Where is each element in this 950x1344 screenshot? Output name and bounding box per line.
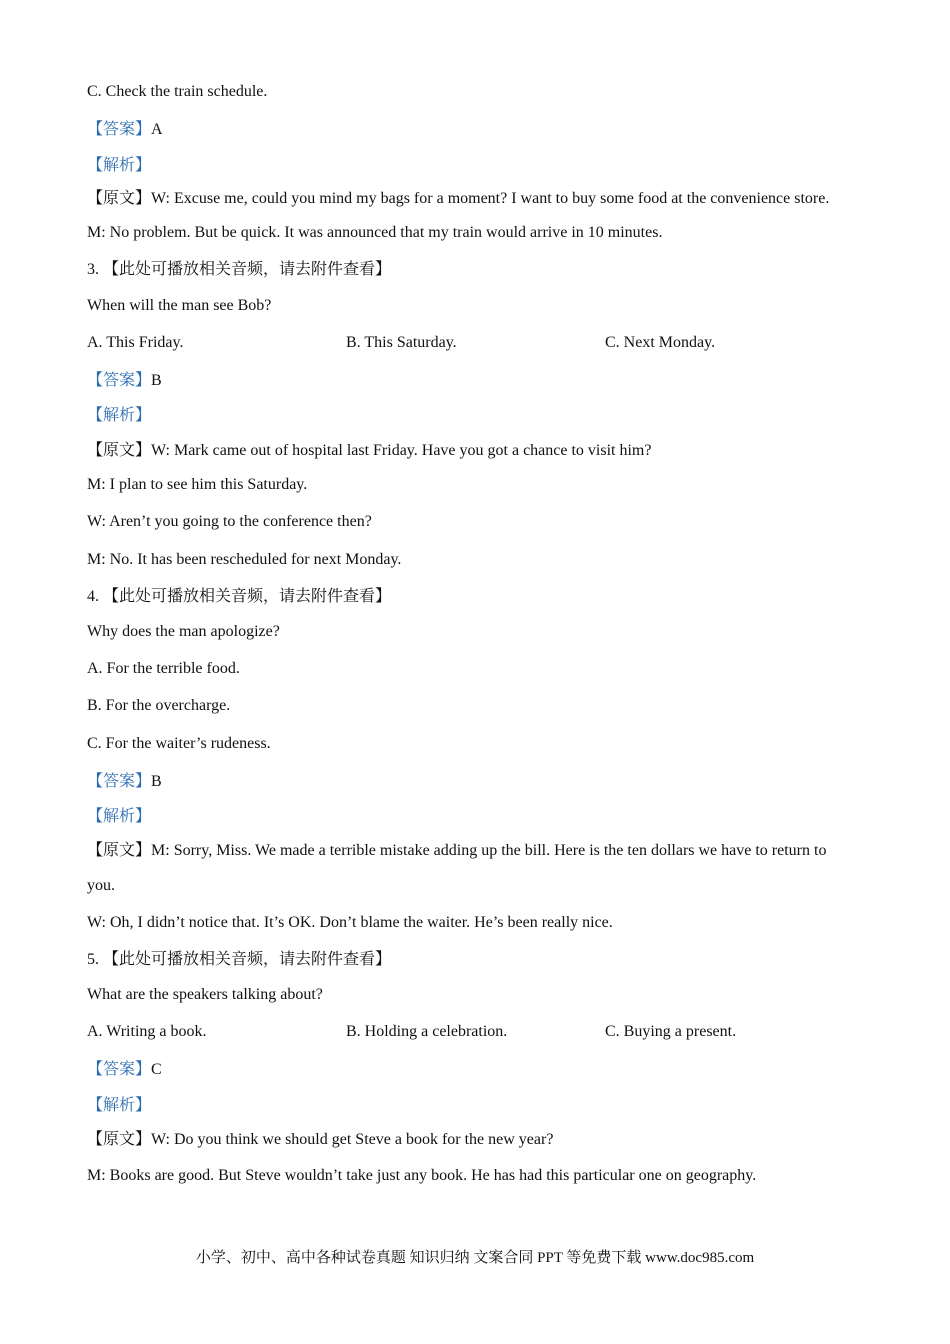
q2-analysis-tag: 【解析】 — [87, 157, 152, 174]
q5-option-c: C. Buying a present. — [605, 1023, 737, 1040]
q3-option-c: C. Next Monday. — [605, 334, 716, 351]
audio-note: 【此处可播放相关音频，请去附件查看】 — [103, 951, 392, 968]
q3-transcript-line1 — [87, 441, 651, 461]
q3-header — [87, 260, 391, 280]
q2-transcript-line1 — [87, 189, 829, 209]
q3-transcript-line4: M: No. It has been rescheduled for next Monday. — [87, 551, 402, 568]
q4-option-c: C. For the waiter’s rudeness. — [87, 735, 271, 752]
transcript-tag: 【原文】 — [87, 842, 152, 859]
q4-transcript-line1 — [87, 841, 826, 861]
q5-option-b: B. Holding a celebration. — [346, 1023, 508, 1040]
q4-analysis-tag: 【解析】 — [87, 808, 152, 825]
audio-note: 【此处可播放相关音频，请去附件查看】 — [103, 261, 392, 278]
q5-transcript-line1 — [87, 1130, 553, 1150]
audio-note: 【此处可播放相关音频，请去附件查看】 — [103, 588, 392, 605]
q2-answer — [87, 120, 163, 140]
q3-option-b: B. This Saturday. — [346, 334, 457, 351]
q2-option-c: C. Check the train schedule. — [87, 83, 268, 100]
q3-transcript-line3: W: Aren’t you going to the conference then? — [87, 513, 372, 530]
q3-transcript-line2: M: I plan to see him this Saturday. — [87, 476, 308, 493]
answer-tag: 【答案】 — [87, 121, 152, 138]
q4-header — [87, 587, 391, 607]
transcript-tag: 【原文】 — [87, 190, 152, 207]
q5-header — [87, 950, 391, 970]
q3-analysis-tag: 【解析】 — [87, 407, 152, 424]
q4-transcript-line2: W: Oh, I didn’t notice that. It’s OK. Don’t blame the waiter. He’s been really nice. — [87, 914, 613, 931]
transcript-text: W: Do you think we should get Steve a book for the new year? — [151, 1131, 554, 1148]
question-number: 3. — [87, 261, 99, 278]
q3-answer — [87, 371, 162, 391]
transcript-tag: 【原文】 — [87, 1131, 152, 1148]
question-number: 4. — [87, 588, 99, 605]
q4-transcript-line1-cont: you. — [87, 877, 115, 894]
q4-option-a: A. For the terrible food. — [87, 660, 240, 677]
transcript-text: W: Excuse me, could you mind my bags for a moment? I want to buy some food at the convenience store. — [151, 190, 830, 207]
answer-value: C — [151, 1061, 162, 1078]
transcript-text: M: Sorry, Miss. We made a terrible mistake adding up the bill. Here is the ten dollars we have to return to — [151, 842, 827, 859]
transcript-text: W: Mark came out of hospital last Friday. Have you got a chance to visit him? — [151, 442, 652, 459]
q5-question: What are the speakers talking about? — [87, 986, 323, 1003]
answer-tag: 【答案】 — [87, 1061, 152, 1078]
answer-value: A — [151, 121, 163, 138]
q5-answer — [87, 1060, 162, 1080]
q5-analysis-tag: 【解析】 — [87, 1097, 152, 1114]
answer-value: B — [151, 372, 162, 389]
question-number: 5. — [87, 951, 99, 968]
answer-tag: 【答案】 — [87, 372, 152, 389]
q3-question: When will the man see Bob? — [87, 297, 272, 314]
q4-question: Why does the man apologize? — [87, 623, 280, 640]
q4-answer — [87, 772, 162, 792]
q5-transcript-line2: M: Books are good. But Steve wouldn’t take just any book. He has had this particular one on geography. — [87, 1167, 757, 1184]
answer-tag: 【答案】 — [87, 773, 152, 790]
page-footer: 小学、初中、高中各种试卷真题 知识归纳 文案合同 PPT 等免费下载 www.doc985.com — [195, 1250, 755, 1266]
transcript-tag: 【原文】 — [87, 442, 152, 459]
q4-option-b: B. For the overcharge. — [87, 697, 231, 714]
q2-transcript-line2: M: No problem. But be quick. It was announced that my train would arrive in 10 minutes. — [87, 224, 663, 241]
q5-option-a: A. Writing a book. — [87, 1023, 207, 1040]
q3-option-a: A. This Friday. — [87, 334, 184, 351]
answer-value: B — [151, 773, 162, 790]
